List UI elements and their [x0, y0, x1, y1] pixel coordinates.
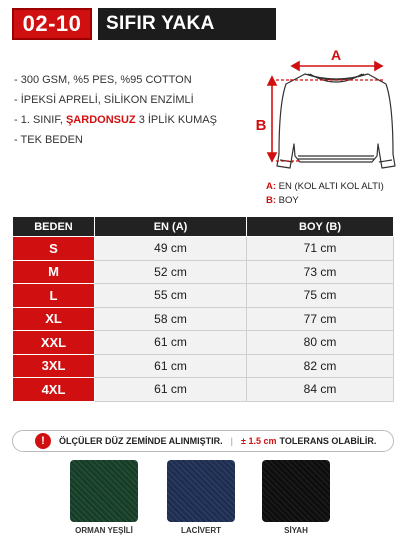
notice-text: ÖLÇÜLER DÜZ ZEMİNDE ALINMIŞTIR. — [59, 436, 223, 446]
table-row — [13, 237, 394, 261]
color-swatch-green[interactable] — [70, 460, 138, 522]
column-header-width: EN (A) — [95, 217, 247, 237]
legend-item-a — [266, 180, 384, 194]
legend-item-b — [266, 194, 384, 208]
length-cell: 82 cm — [247, 354, 394, 378]
length-cell: 75 cm — [247, 284, 394, 308]
length-cell: 77 cm — [247, 307, 394, 331]
size-cell: M — [13, 260, 95, 284]
size-cell: L — [13, 284, 95, 308]
feature-item: - 300 GSM, %5 PES, %95 COTTON — [14, 74, 192, 86]
feature-highlight: ŞARDONSUZ — [65, 114, 136, 126]
width-cell: 61 cm — [95, 378, 247, 402]
color-label: SİYAH — [284, 526, 308, 535]
feature-suffix: 3 İPLİK KUMAŞ — [135, 114, 217, 126]
size-cell: S — [13, 237, 95, 261]
color-label: LACİVERT — [181, 526, 221, 535]
measurement-notice — [12, 430, 394, 452]
legend-text: BOY — [276, 195, 299, 206]
diagram-legend — [266, 180, 384, 208]
table-row — [13, 260, 394, 284]
feature-prefix: - 1. SINIF, — [14, 114, 66, 126]
table-row — [13, 354, 394, 378]
width-cell: 61 cm — [95, 354, 247, 378]
color-swatch-black[interactable] — [262, 460, 330, 522]
warning-icon: ! — [35, 433, 51, 449]
size-table — [12, 216, 394, 402]
product-code: 02-10 — [12, 8, 92, 40]
dimension-a-label: A — [330, 47, 342, 63]
width-cell: 49 cm — [95, 237, 247, 261]
length-cell: 80 cm — [247, 331, 394, 355]
color-swatch-navy[interactable] — [167, 460, 235, 522]
table-header-row — [13, 217, 394, 237]
table-row — [13, 307, 394, 331]
legend-key: A: — [266, 181, 277, 192]
length-cell: 73 cm — [247, 260, 394, 284]
column-header-length: BOY (B) — [247, 217, 394, 237]
sweatshirt-diagram — [250, 44, 405, 184]
column-header-size: BEDEN — [13, 217, 95, 237]
notice-separator: | — [230, 436, 234, 446]
table-row — [13, 378, 394, 402]
feature-item: - İPEKSİ APRELİ, SİLİKON ENZİMLİ — [14, 94, 194, 106]
color-label: ORMAN YEŞİLİ — [75, 526, 133, 535]
length-cell: 71 cm — [247, 237, 394, 261]
table-row — [13, 331, 394, 355]
feature-item: - TEK BEDEN — [14, 134, 83, 146]
width-cell: 61 cm — [95, 331, 247, 355]
table-row — [13, 284, 394, 308]
feature-list — [14, 70, 264, 150]
width-cell: 58 cm — [95, 307, 247, 331]
product-title: SIFIR YAKA SWEAT — [98, 8, 276, 40]
tolerance-text: TOLERANS OLABİLİR. — [279, 436, 377, 446]
legend-text: EN (KOL ALTI KOL ALTI) — [276, 181, 384, 192]
size-cell: 4XL — [13, 378, 95, 402]
size-cell: XL — [13, 307, 95, 331]
sweatshirt-outline-icon — [277, 74, 395, 168]
header — [0, 0, 405, 66]
width-cell: 55 cm — [95, 284, 247, 308]
size-cell: 3XL — [13, 354, 95, 378]
legend-key: B: — [266, 195, 277, 206]
width-cell: 52 cm — [95, 260, 247, 284]
length-cell: 84 cm — [247, 378, 394, 402]
tolerance-value: ± 1.5 cm — [241, 436, 277, 446]
dimension-b-label: B — [255, 117, 267, 134]
size-cell: XXL — [13, 331, 95, 355]
feature-item — [14, 110, 264, 130]
